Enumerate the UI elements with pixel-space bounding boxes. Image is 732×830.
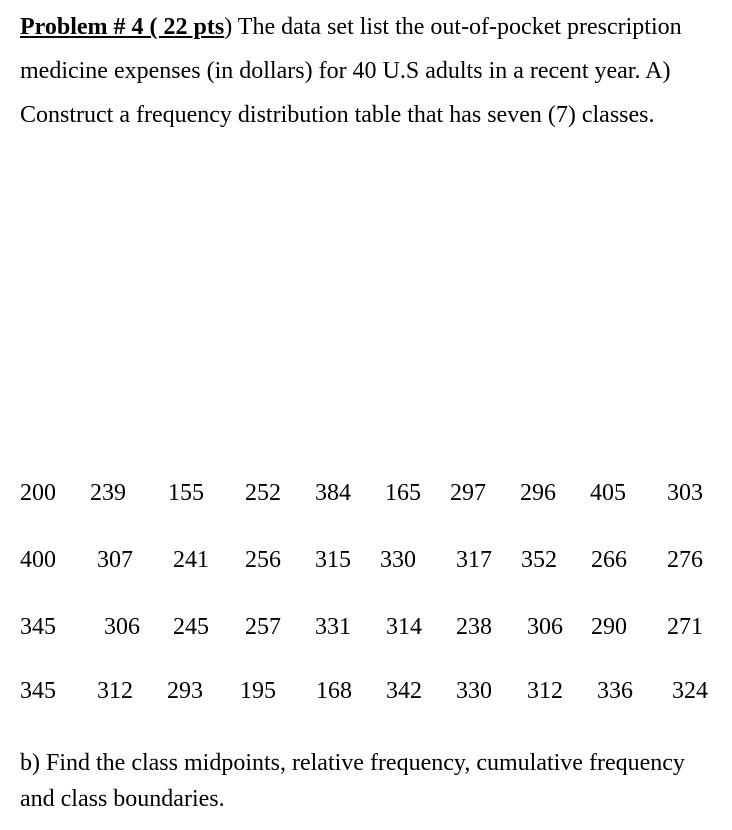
data-row-3 bbox=[0, 614, 732, 644]
data-value: 324 bbox=[672, 678, 708, 704]
data-value: 317 bbox=[456, 547, 492, 573]
data-value: 342 bbox=[386, 678, 422, 704]
data-value: 345 bbox=[20, 678, 56, 704]
data-value: 400 bbox=[20, 547, 56, 573]
data-value: 306 bbox=[527, 614, 563, 640]
data-value: 271 bbox=[667, 614, 703, 640]
data-value: 241 bbox=[173, 547, 209, 573]
data-value: 252 bbox=[245, 480, 281, 506]
data-value: 384 bbox=[315, 480, 351, 506]
data-value: 239 bbox=[90, 480, 126, 506]
data-value: 330 bbox=[380, 547, 416, 573]
data-value: 312 bbox=[97, 678, 133, 704]
data-value: 405 bbox=[590, 480, 626, 506]
problem-text: The data set list the out-of-pocket prescription medicine expenses (in dollars) for 40 U.S adults in a recent year. A) Construct a frequency distribution table that has seven (7) classes. bbox=[20, 14, 682, 128]
data-value: 238 bbox=[456, 614, 492, 640]
data-value: 352 bbox=[521, 547, 557, 573]
data-value: 336 bbox=[597, 678, 633, 704]
data-value: 155 bbox=[168, 480, 204, 506]
data-value: 330 bbox=[456, 678, 492, 704]
data-value: 266 bbox=[591, 547, 627, 573]
data-value: 200 bbox=[20, 480, 56, 506]
data-row-1 bbox=[0, 480, 732, 510]
data-row-4 bbox=[0, 678, 732, 708]
problem-heading: Problem # 4 ( 22 pts bbox=[20, 14, 225, 40]
problem-statement bbox=[20, 5, 720, 137]
data-value: 331 bbox=[315, 614, 351, 640]
data-value: 293 bbox=[167, 678, 203, 704]
data-value: 303 bbox=[667, 480, 703, 506]
data-value: 345 bbox=[20, 614, 56, 640]
data-value: 315 bbox=[315, 547, 351, 573]
data-value: 312 bbox=[527, 678, 563, 704]
data-value: 307 bbox=[97, 547, 133, 573]
problem-heading-tail: ) bbox=[224, 14, 233, 40]
data-value: 297 bbox=[450, 480, 486, 506]
data-value: 257 bbox=[245, 614, 281, 640]
data-value: 168 bbox=[316, 678, 352, 704]
data-value: 276 bbox=[667, 547, 703, 573]
data-value: 165 bbox=[385, 480, 421, 506]
data-row-2 bbox=[0, 547, 732, 577]
data-value: 296 bbox=[520, 480, 556, 506]
data-value: 195 bbox=[240, 678, 276, 704]
data-value: 314 bbox=[386, 614, 422, 640]
data-value: 256 bbox=[245, 547, 281, 573]
data-value: 290 bbox=[591, 614, 627, 640]
data-value: 245 bbox=[173, 614, 209, 640]
part-b-statement: b) Find the class midpoints, relative frequency, cumulative frequency and class boundaries. bbox=[20, 750, 685, 812]
data-value: 306 bbox=[104, 614, 140, 640]
